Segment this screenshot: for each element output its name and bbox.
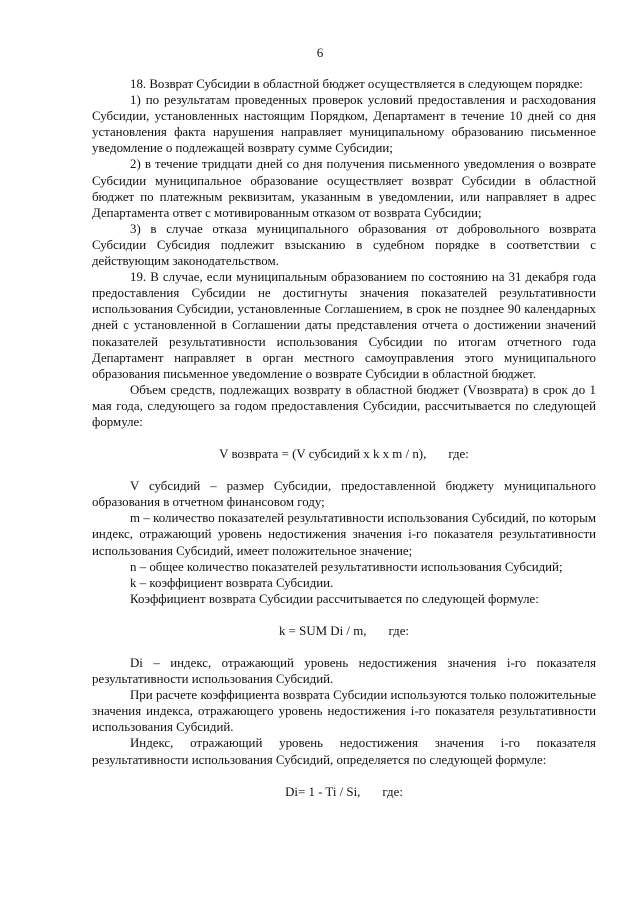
- formula-return-volume: V возврата = (V субсидий x k x m / n), где:: [219, 447, 469, 462]
- definition-v-subsidies: V субсидий – размер Субсидии, предоставленной бюджету муниципального образования в отчетном финансовом году;: [92, 479, 596, 510]
- page-number: 6: [316, 45, 324, 60]
- definition-di: Di – индекс, отражающий уровень недостижения значения i-го показателя результативности использования Субсидий.: [92, 656, 596, 687]
- paragraph-coefficient: Коэффициент возврата Субсидии рассчитывается по следующей формуле:: [130, 591, 539, 606]
- paragraph-calculation: При расчете коэффициента возврата Субсидии используются только положительные значения индекса, отражающего уровень недостижения i-го показателя результативности использования Субсидий.: [92, 688, 596, 735]
- definition-k: k – коэффициент возврата Субсидии.: [130, 575, 334, 590]
- definition-n: n – общее количество показателей результативности использования Субсидий;: [130, 559, 563, 574]
- formula-index: Di= 1 - Ti / Si, где:: [285, 784, 403, 799]
- paragraph-19: 19. В случае, если муниципальным образованием по состоянию на 31 декабря года предоставления Субсидии не достигнуты значения показателей результативности использования Субсидии, установленные Соглашением, в срок не позднее 90 календарных дней с установленной в Соглашении даты представления отчета о достижении значений показателей результативности использования Субсидии по итогам отчетного года Департамент направляет в орган местного самоуправления этого муниципального образования письменное уведомление о возврате Субсидии в областной бюджет.: [92, 270, 596, 381]
- paragraph-18-item-3: 3) в случае отказа муниципального образования от добровольного возврата Субсидии Субсидия подлежит взысканию в судебном порядке в соответствии с действующим законодательством.: [92, 221, 596, 269]
- paragraph-index: Индекс, отражающий уровень недостижения значения i-го показателя результативности использования Субсидий, определяется по следующей формуле:: [92, 736, 596, 767]
- paragraph-18-item-2: 2) в течение тридцати дней со дня получения письменного уведомления о возврате Субсидии муниципальное образование осуществляет возврат Субсидии в областной бюджет по платежным реквизитам, указанным в уведомлении, или направляет в адрес Департамента ответ с мотивированным отказом от возврата Субсидии;: [92, 157, 596, 220]
- paragraph-18-intro: 18. Возврат Субсидии в областной бюджет осуществляется в следующем порядке:: [130, 77, 583, 91]
- paragraph-return-volume: Объем средств, подлежащих возврату в областной бюджет (Vвозврата) в срок до 1 мая года, следующего за годом предоставления Субсидии, рассчитывается по следующей формуле:: [92, 382, 596, 429]
- formula-coefficient: k = SUM Di / m, где:: [278, 623, 409, 638]
- definition-m: m – количество показателей результативности использования Субсидий, по которым индекс, отражающий уровень недостижения значения i-го показателя результативности использования Субсидий, имеет положительное значение;: [92, 511, 596, 558]
- document-body: [92, 76, 596, 800]
- paragraph-18-item-1: 1) по результатам проведенных проверок условий предоставления и расходования Субсидии, установленных настоящим Порядком, Департамент в течение 10 дней со дня установления факта нарушения направляет муниципальному образованию письменное уведомление о подлежащей возврату сумме Субсидии;: [92, 93, 596, 156]
